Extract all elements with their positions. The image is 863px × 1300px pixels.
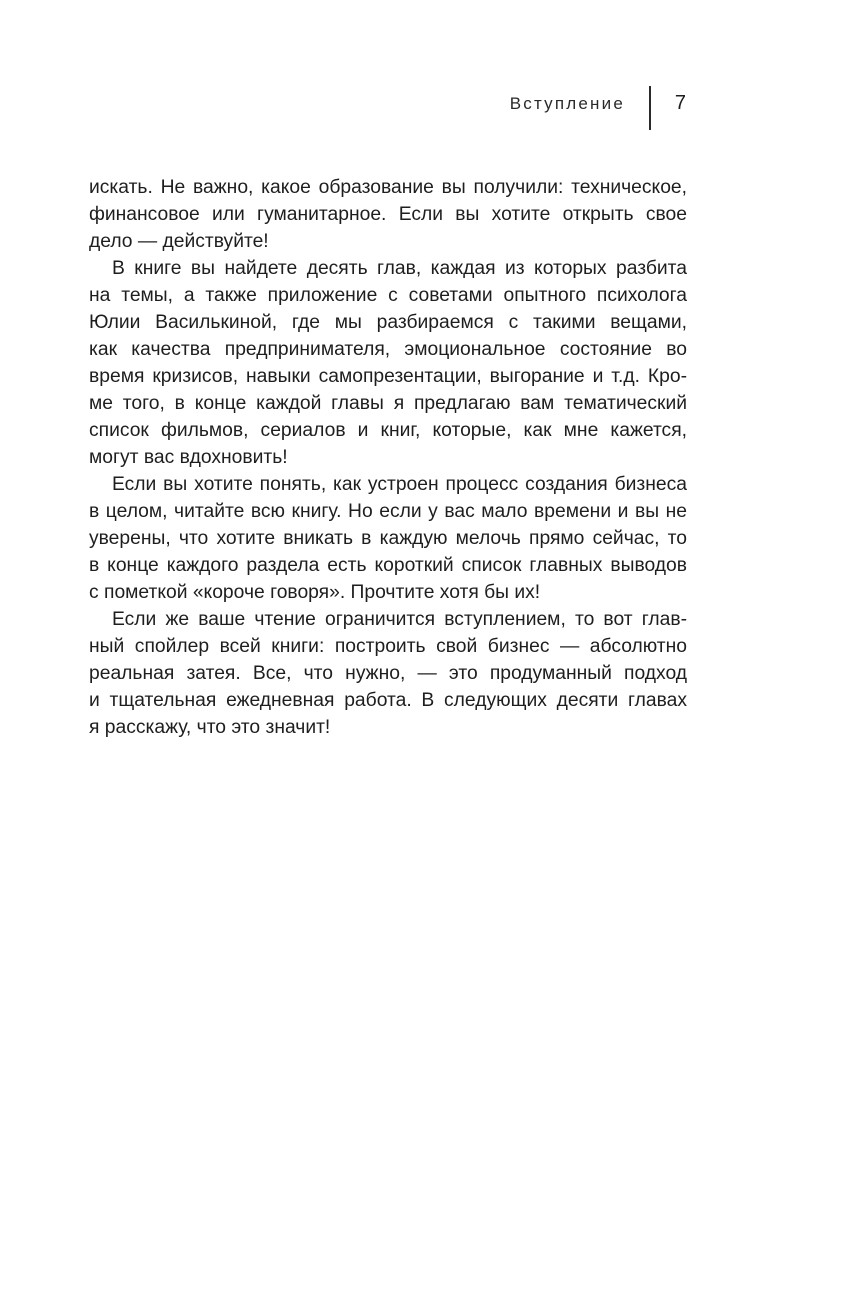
text-line: уверены, что хотите вникать в каждую мелочь прямо сейчас, то bbox=[89, 528, 687, 549]
paragraph bbox=[89, 174, 687, 255]
paragraph bbox=[89, 255, 687, 471]
text-line: могут вас вдохновить! bbox=[89, 447, 288, 468]
text-line: на темы, а также приложение с советами опытного психолога bbox=[89, 285, 687, 306]
text-line: список фильмов, сериалов и книг, которые, как мне кажется, bbox=[89, 420, 687, 441]
paragraph bbox=[89, 606, 687, 741]
text-line: Если же ваше чтение ограничится вступлением, то вот глав- bbox=[112, 609, 687, 630]
body-text bbox=[89, 174, 687, 741]
paragraph bbox=[89, 471, 687, 606]
text-line: дело — действуйте! bbox=[89, 231, 269, 252]
running-head bbox=[460, 86, 686, 130]
text-line: В книге вы найдете десять глав, каждая из которых разбита bbox=[112, 258, 687, 279]
text-line: с пометкой «короче говоря». Прочтите хотя бы их! bbox=[89, 582, 541, 603]
header-divider bbox=[649, 86, 651, 130]
section-title: Вступление bbox=[509, 94, 625, 113]
text-line: Юлии Василькиной, где мы разбираемся с такими вещами, bbox=[89, 312, 687, 333]
text-line: как качества предпринимателя, эмоциональное состояние во bbox=[89, 339, 687, 360]
text-line: ный спойлер всей книги: построить свой бизнес — абсолютно bbox=[89, 636, 687, 657]
text-line: время кризисов, навыки самопрезентации, выгорание и т.д. Кро- bbox=[89, 366, 687, 387]
text-line: я расскажу, что это значит! bbox=[89, 717, 331, 738]
text-line: в конце каждого раздела есть короткий список главных выводов bbox=[89, 555, 687, 576]
text-line: ме того, в конце каждой главы я предлагаю вам тематический bbox=[89, 393, 687, 414]
text-line: искать. Не важно, какое образование вы получили: техническое, bbox=[89, 177, 687, 198]
page-number: 7 bbox=[674, 92, 686, 114]
text-line: Если вы хотите понять, как устроен процесс создания бизнеса bbox=[112, 474, 687, 495]
text-line: реальная затея. Все, что нужно, — это продуманный подход bbox=[89, 663, 687, 684]
text-line: и тщательная ежедневная работа. В следующих десяти главах bbox=[89, 690, 687, 711]
text-line: финансовое или гуманитарное. Если вы хотите открыть свое bbox=[89, 204, 687, 225]
text-line: в целом, читайте всю книгу. Но если у вас мало времени и вы не bbox=[89, 501, 687, 522]
